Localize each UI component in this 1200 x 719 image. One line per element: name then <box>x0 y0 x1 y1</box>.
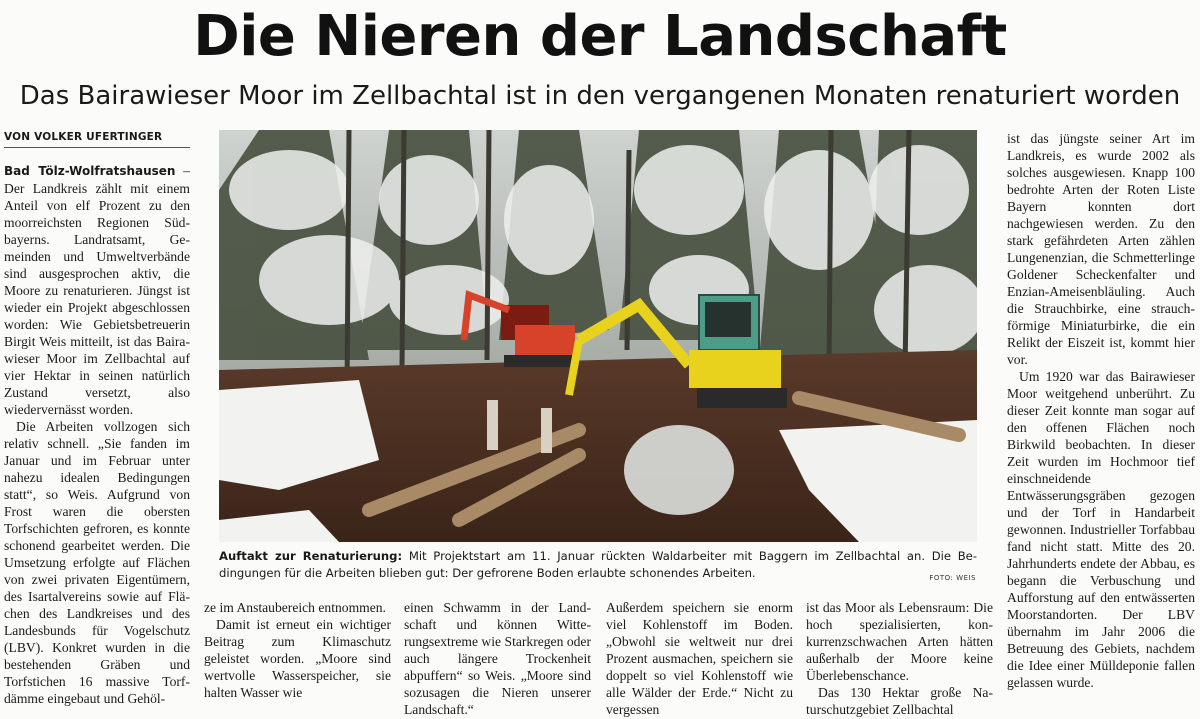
article-photo <box>219 130 977 542</box>
article-column-3 <box>404 599 591 719</box>
dateline: Bad Tölz-Wolfratshausen <box>4 164 176 178</box>
photo-caption <box>219 548 977 582</box>
article-column-4 <box>606 599 793 719</box>
subheadline: Das Bairawieser Moor im Zellbachtal ist in den vergangenen Monaten renaturiert worden <box>19 81 1181 111</box>
excavators-in-snowy-forest-image <box>219 130 977 542</box>
paragraph: ist das jüngste seiner Art im Landkreis, es wurde 2002 als solches ausgewiesen. Knapp 100 bedrohte Arten der Roten Liste Bayern konnten dort nachgewiesen werden. Zu den stark gefährdeten Arten zählen Lungenenzian, die Schmetterlinge Goldener Scheckenfalter und Enzian-Ameisenbläuling. Auch die Strauchbirke, eine strauchförmige Miniaturbirke, die ein Relikt der Eiszeit ist, kommt hier vor. <box>1007 131 1195 367</box>
article-column-5 <box>806 599 993 719</box>
paragraph: ist das Moor als Lebensraum: Die hoch spezialisierten, konkurrenzschwachen Arten hätten außerhalb der Moore keine Überlebenschance. <box>806 600 993 683</box>
article-column-6 <box>1007 130 1195 719</box>
paragraph: Das 130 Hektar große Naturschutzgebiet Zellbachtal <box>806 685 993 717</box>
paragraph: einen Schwamm in der Landschaft und können Witterungsextreme wie Starkregen oder auch längere Trockenheit abpuffern“ so Weis. „Moore sind sozusagen die Nieren unserer Landschaft.“ <box>404 600 591 717</box>
paragraph: Außerdem speichern sie enorm viel Kohlenstoff im Boden. „Obwohl sie weltweit nur drei Prozent ausmachen, speichern sie doppelt so viel Kohlenstoff wie alle Wälder der Erde.“ Nicht zu vergessen <box>606 600 793 717</box>
paragraph: Um 1920 war das Bairawieser Moor weitgehend unberührt. Zu dieser Zeit konnte man sogar auf den offenen Flächen noch Birkwild beobachten. In dieser Zeit wurden im Hochmoor tief einschneidende Entwässerungsgräben gezogen und der Torf in Handarbeit gewonnen. Industrieller Torfabbau fand nicht statt. Mitte des 20. Jahrhunderts endete der Abbau, es begann die Verbuschung und Aufforstung auf den entwässerten Moorstandorten. Der LBV übernahm im Jahr 2006 die Betreuung des Gebiets, nachdem die Idee einer Mülldeponie fallen gelassen wurde. <box>1007 369 1195 690</box>
paragraph: ze im Anstaubereich entnommen. <box>204 600 386 615</box>
article-column-1 <box>4 162 190 719</box>
paragraph <box>4 162 190 418</box>
headline: Die Nieren der Landschaft <box>193 4 1007 69</box>
paragraph: Damit ist erneut ein wichtiger Beitrag zum Klimaschutz geleistet worden. „Moore sind wertvolle Wasserspeicher, sie halten Wasser wie <box>204 617 391 700</box>
caption-lead: Auftakt zur Renaturierung: <box>219 549 403 563</box>
byline: VON VOLKER UFERTINGER <box>4 130 190 148</box>
paragraph: Die Arbeiten vollzogen sich relativ schnell. „Sie fanden im Januar und im Februar unter nahezu idealen Bedingungen statt“, so Weis. Aufgrund von Frost waren die obersten Torfschichten gefroren, es konnte schonend gearbeitet werden. Die Umsetzung erfolgte auf Flächen von zwei privaten Eigentümern, des Isartalvereins sowie auf Flächen des Landkreises und des Landesbunds für Vogelschutz (LBV). Konkret wurden in die bestehenden Gräben und Torfstichen 16 massive Torfdämme eingebaut und Gehöl- <box>4 419 190 706</box>
paragraph-text: – Der Landkreis zählt mit einem Anteil von elf Prozent zu den moorreichsten Regionen Südbayerns. Landratsamt, Gemeinden und Umweltverbände sind ausgesprochen aktiv, die Moore zu renaturieren. Jüngst ist wieder ein Projekt abgeschlossen worden: Wie Gebietsbetreuerin Birgit Weis mitteilt, ist das Bairawieser Moor im Zellbachtal auf vier Hektar in seinen natürlich Zustand versetzt, also wiedervernässt worden. <box>4 163 190 417</box>
caption-text: Mit Projektstart am 11. Januar rückten Waldarbeiter mit Baggern im Zellbachtal an. Die Bedingungen für die Arbeiten blieben gut: Der gefrorene Boden erlaubte schonendes Arbeiten. <box>219 549 977 580</box>
article-column-2 <box>204 599 391 719</box>
photo-credit: FOTO: WEIS <box>929 574 976 582</box>
